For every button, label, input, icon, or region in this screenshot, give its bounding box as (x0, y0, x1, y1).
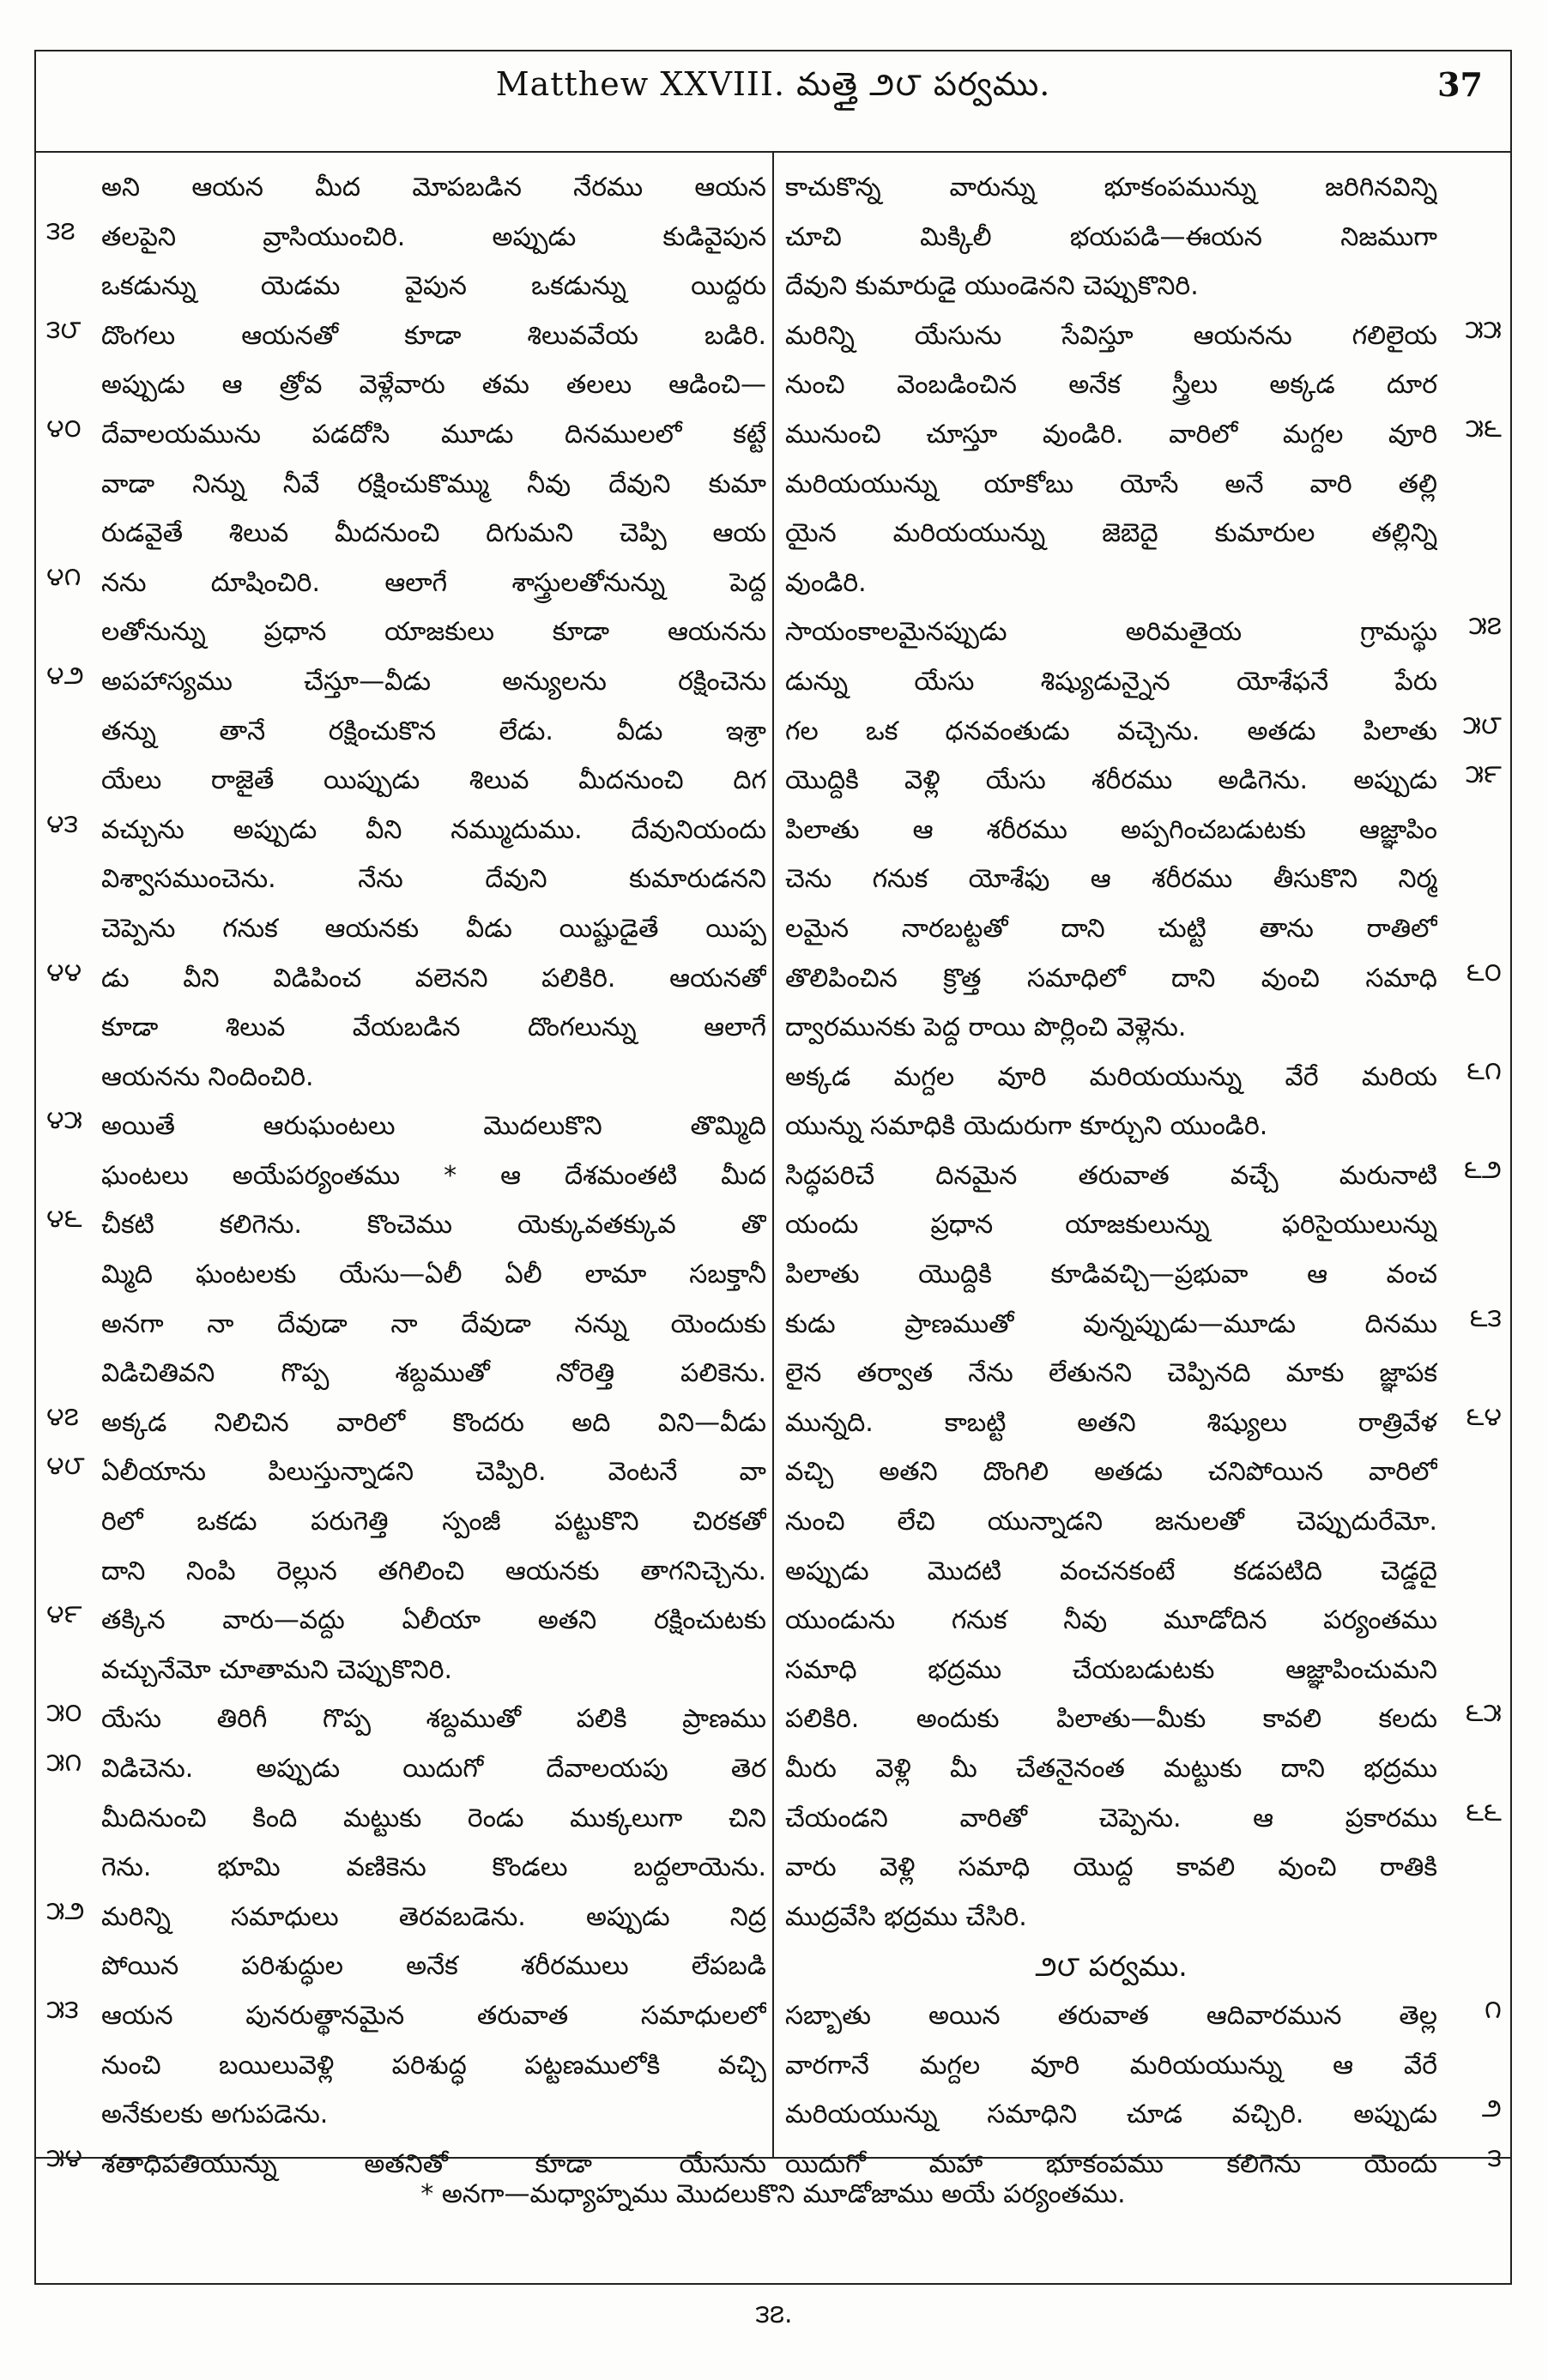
line-text: ఆయనను నిందించిరి. (101, 1061, 314, 1092)
verse-number: ౬౩ (1469, 1302, 1502, 1333)
text-line (34, 559, 773, 608)
text-line (773, 1991, 1512, 2041)
text-line (773, 1744, 1512, 1794)
line-text: తలపైని వ్రాసియుంచిరి. అప్పుడు కుడివైపున (101, 221, 766, 252)
line-text: తన్ను తానే రక్షించుకొన లేడు. వీడు ఇశ్రా (101, 716, 766, 746)
line-text: అనేకులకు అగుపడెను. (101, 2099, 329, 2130)
line-text: మున్నది. కాబట్టి అతని శిష్యులు రాత్రివేళ (785, 1407, 1437, 1438)
line-text: లతోనున్ను ప్రధాన యాజకులు కూడా ఆయనను (101, 617, 766, 648)
verse-number: ౫౬ (1465, 413, 1502, 444)
verse-number: ౬౦ (1466, 957, 1502, 988)
line-text: అక్కడ నిలిచిన వారిలో కొందరు అది విని—వీడు (101, 1407, 766, 1438)
verse-number: ౪౯ (46, 1599, 82, 1630)
line-text: చూచి మిక్కిలీ భయపడి—ఈయన నిజముగా (785, 221, 1437, 252)
text-line (34, 1991, 773, 2041)
text-line (34, 657, 773, 707)
text-line (773, 1200, 1512, 1250)
line-text: అపహాస్యము చేస్తూ—వీడు అన్యులను రక్షించెను (101, 666, 766, 697)
line-text: నుంచి వెంబడించిన అనేక స్త్రీలు అక్కడ దూర (785, 370, 1437, 401)
text-line (34, 213, 773, 263)
verse-number: ౬౨ (1463, 1154, 1502, 1185)
line-text: అప్పుడు ఆ త్రోవ వెళ్లేవారు తమ తలలు ఆడించి— (101, 370, 766, 401)
text-line (34, 1694, 773, 1744)
line-text: ఘంటలు అయేపర్యంతము * ఆ దేశమంతటి మీద (101, 1160, 766, 1191)
text-line (773, 311, 1512, 361)
line-text: సాయంకాలమైనప్పుడు అరిమతైయ గ్రామస్థు (785, 617, 1437, 648)
line-text: అయితే ఆరుఘంటలు మొదలుకొని తొమ్మిది (101, 1111, 766, 1142)
line-text: అనగా నా దేవుడా నా దేవుడా నన్ను యెందుకు (101, 1308, 766, 1339)
verse-number: ౪౫ (46, 1105, 82, 1136)
text-line (773, 509, 1512, 559)
line-text: ద్వారమునకు పెద్ద రాయి పొర్లించి వెళ్లెను. (785, 1012, 1187, 1043)
line-text: వారు వెళ్లి సమాధి యొద్ద కావలి వుంచి రాతికి (785, 1852, 1437, 1883)
verse-number: ౪౩ (46, 808, 78, 839)
line-text: కూడా శిలువ వేయబడిన దొంగలున్ను ఆలాగే (101, 1012, 766, 1043)
line-text: విశ్వాసముంచెను. నేను దేవుని కుమారుడనని (101, 864, 766, 895)
line-text: నుంచి బయిలువెళ్లి పరిశుద్ధ పట్టణములోకి వచ్చి (101, 2050, 766, 2081)
line-text: దొంగలు ఆయనతో కూడా శిలువవేయ బడిరి. (101, 320, 766, 351)
verse-number: ౨ (1481, 2093, 1502, 2124)
verse-number: ౪౪ (46, 957, 82, 988)
text-line (773, 1942, 1512, 1991)
text-line (34, 1003, 773, 1053)
line-text: సమాధి భద్రము చేయబడుటకు ఆజ్ఞాపించుమని (785, 1654, 1437, 1685)
line-text: సబ్బాతు అయిన తరువాత ఆదివారమున తెల్ల (785, 2000, 1437, 2031)
text-line (34, 1053, 773, 1102)
text-line (773, 2090, 1512, 2140)
chapter-heading: ౨౮ పర్వము. (1035, 1949, 1188, 1984)
text-line (773, 1300, 1512, 1350)
verse-number: ౫౦ (46, 1698, 82, 1729)
line-text: అని ఆయన మీద మోపబడిన నేరము ఆయన (101, 172, 766, 202)
line-text: తొలిపించిన క్రొత్త సమాధిలో దాని వుంచి సమాధి (785, 963, 1437, 994)
text-line (34, 756, 773, 806)
signature-mark: ౩౭. (755, 2299, 793, 2329)
verse-number: ౪౨ (46, 660, 84, 691)
line-text: మీదినుంచి కింది మట్టుకు రెండు ముక్కలుగా చిని (101, 1803, 766, 1833)
line-text: మ్మిది ఘంటలకు యేసు—ఏలీ ఏలీ లామా సబక్తానీ (101, 1259, 766, 1290)
line-text: యొద్దికి వెళ్లి యేసు శరీరము అడిగెను. అప్పుడు (785, 765, 1437, 796)
line-text: ముద్రవేసి భద్రము చేసిరి. (785, 1901, 1027, 1932)
line-text: నుంచి లేచి యున్నాడని జనులతో చెప్పుదురేమో. (785, 1507, 1437, 1537)
text-line (773, 1250, 1512, 1300)
verse-number: ౫౫ (1465, 314, 1502, 345)
text-line (773, 460, 1512, 510)
text-line (34, 1300, 773, 1350)
text-line (34, 410, 773, 460)
text-line (773, 1893, 1512, 1942)
text-line (773, 1646, 1512, 1695)
text-line (773, 1151, 1512, 1201)
line-text: పోయిన పరిశుద్ధుల అనేక శరీరములు లేపబడి (101, 1951, 766, 1982)
text-line (34, 1497, 773, 1547)
line-text: లైన తర్వాత నేను లేతునని చెప్పినది మాకు జ్ఞాపక (785, 1358, 1437, 1389)
verse-number: ౬౪ (1466, 1401, 1502, 1432)
verse-number: ౫౪ (46, 2142, 82, 2173)
text-line (34, 1942, 773, 1991)
line-text: చెప్పెను గనుక ఆయనకు వీడు యిష్టుడైతే యిప్ప (101, 913, 766, 944)
verse-number: ౫౭ (1468, 611, 1502, 642)
verse-number: ౫౮ (1462, 710, 1502, 740)
verse-number: ౪౮ (46, 1451, 85, 1482)
verse-number: ౬౧ (1466, 1055, 1502, 1086)
text-line (34, 707, 773, 757)
verse-number: ౫౨ (46, 1895, 85, 1926)
line-text: కాచుకొన్న వారున్ను భూకంపమున్ను జరిగినవిన్ని (785, 172, 1437, 202)
text-line (773, 163, 1512, 213)
line-text: విడిచితివని గొప్ప శబ్దముతో నోరెత్తి పలికెను. (101, 1358, 766, 1389)
footnote: * అనగా—మధ్యాహ్నము మొదలుకొని మూడోజాము అయే పర్యంతము. (420, 2179, 1126, 2209)
text-line (34, 1151, 773, 1201)
line-text: వచ్చి అతని దొంగిలి అతడు చనిపోయిన వారిలో (785, 1457, 1437, 1488)
line-text: మీరు వెళ్లి మీ చేతనైనంత మట్టుకు దాని భద్రము (785, 1754, 1437, 1784)
text-line (773, 213, 1512, 263)
line-text: సిద్ధపరిచే దినమైన తరువాత వచ్చే మరునాటి (785, 1160, 1437, 1191)
verse-number: ౫౧ (46, 1748, 82, 1778)
line-text: నను దూషించిరి. ఆలాగే శాస్త్రులతోనున్ను పెద్ద (101, 567, 766, 598)
text-line (773, 559, 1512, 608)
text-line (34, 806, 773, 855)
text-line (773, 2041, 1512, 2091)
text-line (34, 1596, 773, 1646)
line-text: విడిచెను. అప్పుడు యిదుగో దేవాలయపు తెర (101, 1754, 766, 1784)
line-text: యైన మరియయున్ను జెబెదై కుమారుల తల్లిన్ని (785, 518, 1437, 549)
line-text: గెను. భూమి వణికెను కొండలు బద్దలాయెను. (101, 1852, 766, 1883)
line-text: డున్ను యేసు శిష్యుడున్నైన యోశేఫనే పేరు (785, 666, 1437, 697)
text-line (34, 1398, 773, 1448)
line-text: డు వీని విడిపించ వలెనని పలికిరి. ఆయనతో (101, 963, 766, 994)
line-text: చేయండని వారితో చెప్పెను. ఆ ప్రకారము (785, 1803, 1437, 1833)
verse-number: ౬౫ (1465, 1698, 1502, 1729)
text-line (773, 756, 1512, 806)
text-line (34, 1349, 773, 1398)
text-line (773, 410, 1512, 460)
text-line (773, 1398, 1512, 1448)
line-text: యిదుగో మహా భూకంపము కలిగెను యెందు (785, 2148, 1437, 2179)
text-line (773, 707, 1512, 757)
line-text: మునుంచి చూస్తూ వుండిరి. వారిలో మగ్దల వూరి (785, 419, 1437, 450)
text-line (34, 360, 773, 410)
text-line (773, 1102, 1512, 1151)
line-text: ఒకడున్ను యెడమ వైపున ఒకడున్ను యిద్దరు (101, 271, 766, 302)
line-text: వాడా నిన్ను నీవే రక్షించుకొమ్ము నీవు దేవుని కుమా (101, 468, 766, 499)
line-text: ఆయన పునరుత్థానమైన తరువాత సమాధులలో (101, 2000, 766, 2031)
verse-number: ౩౮ (46, 314, 82, 345)
text-line (773, 1447, 1512, 1497)
line-text: శతాధిపతియున్ను అతనితో కూడా యేసును (101, 2148, 766, 2179)
verse-number: ౫౩ (46, 1994, 79, 2025)
line-text: యుండును గనుక నీవు మూడోదిన పర్యంతము (785, 1605, 1437, 1636)
text-line (34, 2090, 773, 2140)
right-column (773, 163, 1512, 2189)
verse-number: ౬౬ (1466, 1797, 1502, 1827)
verse-number: ౫౯ (1465, 759, 1502, 790)
page-number: 37 (1437, 65, 1483, 104)
text-line (773, 806, 1512, 855)
text-line (34, 1200, 773, 1250)
text-line (34, 607, 773, 657)
text-line (773, 1053, 1512, 1102)
text-line (34, 954, 773, 1004)
verse-number: ౩౭ (46, 215, 76, 246)
text-line (34, 1744, 773, 1794)
text-line (773, 1596, 1512, 1646)
line-text: యందు ప్రధాన యాజకులున్ను ఫరిసైయులున్ను (785, 1210, 1437, 1241)
text-line (34, 262, 773, 311)
text-line (773, 262, 1512, 311)
text-line (773, 1547, 1512, 1597)
line-text: పలికిరి. అందుకు పిలాతు—మీకు కావలి కలదు (785, 1704, 1437, 1735)
text-line (34, 509, 773, 559)
text-line (34, 855, 773, 904)
text-line (34, 460, 773, 510)
text-line (34, 163, 773, 213)
verse-number: ౪౭ (46, 1401, 79, 1432)
text-line (34, 2041, 773, 2091)
text-line (773, 1694, 1512, 1744)
line-text: చెను గనుక యోశేఫు ఆ శరీరము తీసుకొని నిర్మ (785, 864, 1437, 895)
line-text: వచ్చునేమో చూతామని చెప్పుకొనిరి. (101, 1654, 453, 1685)
line-text: దేవాలయమును పడదోసి మూడు దినములలో కట్టే (101, 419, 766, 450)
text-line (34, 1893, 773, 1942)
text-line (773, 1843, 1512, 1893)
text-line (34, 1547, 773, 1597)
text-line (34, 311, 773, 361)
text-line (34, 1843, 773, 1893)
text-line (34, 1447, 773, 1497)
text-line (34, 1102, 773, 1151)
line-text: దాని నింపి రెల్లున తగిలించి ఆయనకు తాగనిచ్చెను. (101, 1555, 766, 1586)
running-header (34, 50, 1512, 153)
text-line (34, 1794, 773, 1844)
footnote-rule (34, 2157, 1512, 2159)
verse-number: ౩ (1487, 2142, 1502, 2173)
line-text: యేసు తిరిగీ గొప్ప శబ్దముతో పలికి ప్రాణము (101, 1704, 766, 1735)
line-text: రుడవైతే శిలువ మీదనుంచి దిగుమని చెప్పి ఆయ (101, 518, 766, 549)
text-line (34, 1646, 773, 1695)
line-text: దేవుని కుమారుడై యుండెనని చెప్పుకొనిరి. (785, 271, 1199, 302)
line-text: గల ఒక ధనవంతుడు వచ్చెను. అతడు పిలాతు (785, 716, 1437, 746)
verse-number: ౪౬ (46, 1204, 82, 1235)
line-text: యేలు రాజైతే యిప్పుడు శిలువ మీదనుంచి దిగ (101, 765, 766, 796)
text-line (773, 855, 1512, 904)
verse-number: ౪౧ (46, 561, 82, 592)
running-title: Matthew XXVIII. మత్తై ౨౮ పర్వము. (495, 65, 1051, 103)
line-text: లమైన నారబట్టతో దాని చుట్టి తాను రాతిలో (785, 913, 1437, 944)
text-line (34, 1250, 773, 1300)
text-line (773, 607, 1512, 657)
line-text: యున్ను సమాధికి యెదురుగా కూర్చుని యుండిరి. (785, 1111, 1268, 1142)
text-line (773, 1794, 1512, 1844)
line-text: మరియయున్ను సమాధిని చూడ వచ్చిరి. అప్పుడు (785, 2099, 1437, 2130)
line-text: అక్కడ మగ్దల వూరి మరియయున్ను వేరే మరియ (785, 1061, 1437, 1092)
line-text: రిలో ఒకడు పరుగెత్తి స్పంజీ పట్టుకొని చిరకతో (101, 1507, 766, 1537)
text-line (34, 904, 773, 954)
text-line (773, 1003, 1512, 1053)
text-line (773, 1497, 1512, 1547)
line-text: అప్పుడు మొదటి వంచనకంటే కడపటిది చెడ్డదై (785, 1555, 1437, 1586)
text-line (773, 904, 1512, 954)
line-text: ఏలీయాను పిలుస్తున్నాడని చెప్పిరి. వెంటనే వా (101, 1457, 766, 1488)
line-text: తక్కిన వారు—వద్దు ఏలీయా అతని రక్షించుటకు (101, 1605, 766, 1636)
line-text: కుడు ప్రాణముతో వున్నప్పుడు—మూడు దినము (785, 1308, 1437, 1339)
line-text: వుండిరి. (785, 567, 867, 598)
verse-number: ౪౦ (46, 413, 82, 444)
line-text: మరిన్ని యేసును సేవిస్తూ ఆయనను గలిలైయ (785, 320, 1437, 351)
text-line (773, 360, 1512, 410)
line-text: మరియయున్ను యాకోబు యోసే అనే వారి తల్లి (785, 468, 1437, 499)
line-text: పిలాతు యొద్దికి కూడివచ్చి—ప్రభువా ఆ వంచ (785, 1259, 1437, 1290)
line-text: పిలాతు ఆ శరీరము అప్పగించబడుటకు ఆజ్ఞాపిం (785, 814, 1437, 845)
text-line (773, 657, 1512, 707)
left-column (34, 163, 773, 2189)
text-line (773, 954, 1512, 1004)
line-text: వచ్చును అప్పుడు వీని నమ్ముదుము. దేవునియందు (101, 814, 766, 845)
text-line (773, 1349, 1512, 1398)
line-text: మరిన్ని సమాధులు తెరవబడెను. అప్పుడు నిద్ర (101, 1901, 766, 1932)
line-text: వారగానే మగ్దల వూరి మరియయున్ను ఆ వేరే (785, 2050, 1437, 2081)
line-text: చీకటి కలిగెను. కొంచెము యెక్కువతక్కువ తొ (101, 1210, 766, 1241)
verse-number: ౧ (1485, 1994, 1502, 2025)
